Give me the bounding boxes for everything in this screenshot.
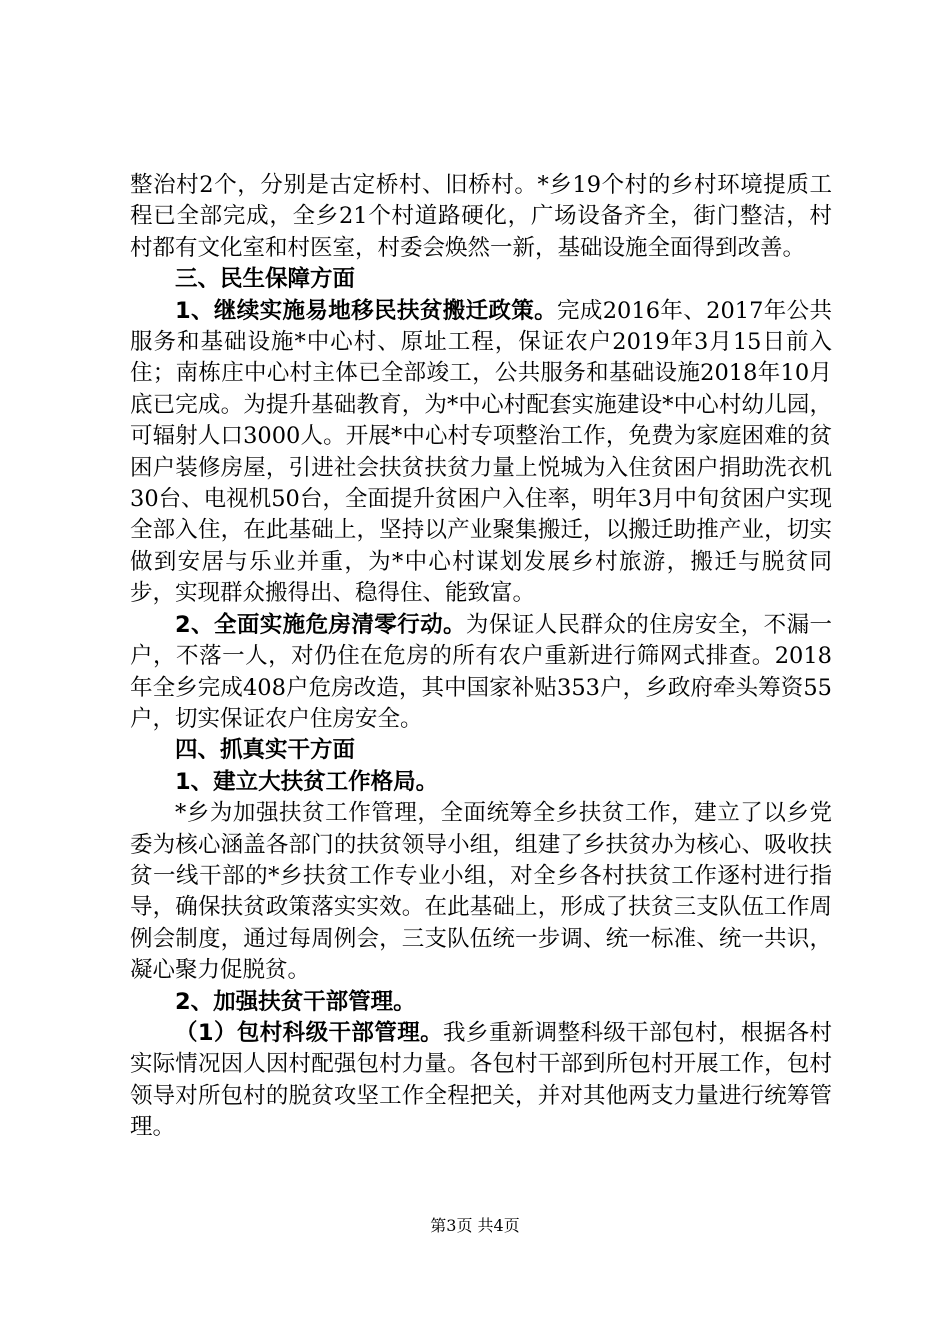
- section-heading-4: 四、抓真实干方面: [175, 737, 356, 764]
- paragraph-relocation: 1、继续实施易地移民扶贫搬迁政策。完成2016年、2017年公共服务和基础设施*中心村、原址工程，保证农户2019年3月15日前入住；南栋庄中心村主体已全部竣工，公共服务和基础设施2018年10月底已完成。为提升基础教育，为*中心村配套实施建设*中心村幼儿园，可辐射人口3000人。开展*中心村专项整治工作，免费为家庭困难的贫困户装修房屋，引进社会扶贫扶贫力量上悦城为入住贫困户捐助洗衣机30台、电视机50台，全面提升贫困户入住率，明年3月中旬贫困户实现全部入住，在此基础上，坚持以产业聚集搬迁，以搬迁助推产业，切实做到安居与乐业并重，为*中心村谋划发展乡村旅游，搬迁与脱贫同步，实现群众搬得出、稳得住、能致富。: [130, 297, 833, 607]
- paragraph-lead: 1、继续实施易地移民扶贫搬迁政策。: [175, 297, 557, 324]
- section-heading-3: 三、民生保障方面: [175, 266, 356, 293]
- paragraph-lead: （1）包村科级干部管理。: [175, 1019, 444, 1046]
- page-footer: 第3页 共4页: [430, 1216, 520, 1235]
- paragraph-cadre-management: （1）包村科级干部管理。我乡重新调整科级干部包村，根据各村实际情况因人因村配强包村力量。各包村干部到所包村开展工作，包村领导对所包村的脱贫攻坚工作全程把关，并对其他两支力量进行统筹管理。: [130, 1019, 832, 1141]
- paragraph-dangerous-housing: 2、全面实施危房清零行动。为保证人民群众的住房安全，不漏一户，不落一人，对仍住在危房的所有农户重新进行筛网式排查。2018年全乡完成408户危房改造，其中国家补贴353户，乡政府牵头筹资55户，切实保证农户住房安全。: [130, 611, 832, 732]
- subheading-1: 1、建立大扶贫工作格局。: [175, 768, 439, 795]
- paragraph-1: 整治村2个，分别是古定桥村、旧桥村。*乡19个村的乡村环境提质工程已全部完成，全乡21个村道路硬化，广场设备齐全，街门整洁，村村都有文化室和村医室，村委会焕然一新，基础设施全面得到改善。: [130, 172, 832, 261]
- paragraph-work-pattern: *乡为加强扶贫工作管理，全面统筹全乡扶贫工作，建立了以乡党委为核心涵盖各部门的扶贫领导小组，组建了乡扶贫办为核心、吸收扶贫一线干部的*乡扶贫工作专业小组，对全乡各村扶贫工作逐村进行指导，确保扶贫政策落实实效。在此基础上，形成了扶贫三支队伍工作周例会制度，通过每周例会，三支队伍统一步调、统一标准、统一共识，凝心聚力促脱贫。: [130, 800, 832, 984]
- subheading-2: 2、加强扶贫干部管理。: [175, 988, 416, 1015]
- document-body: [130, 170, 832, 1144]
- paragraph-lead: 2、全面实施危房清零行动。: [175, 611, 466, 638]
